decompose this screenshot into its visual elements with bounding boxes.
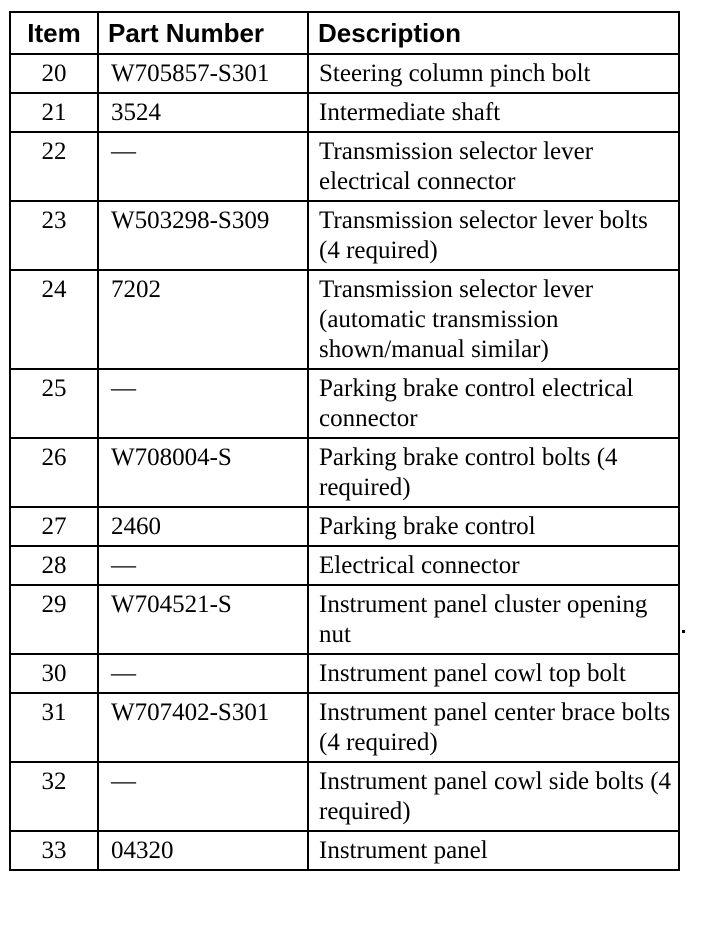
table-row xyxy=(10,438,679,507)
description-cell: Instrument panel cowl side bolts (4 required) xyxy=(308,762,679,831)
part-number-cell: 7202 xyxy=(98,270,308,369)
part-number-cell: W707402-S301 xyxy=(98,693,308,762)
item-cell: 27 xyxy=(10,507,98,546)
part-number-cell: W503298-S309 xyxy=(98,201,308,270)
description-cell: Instrument panel cluster opening nut xyxy=(308,585,679,654)
table-row xyxy=(10,201,679,270)
part-number-cell: — xyxy=(98,369,308,438)
description-cell: Parking brake control electrical connector xyxy=(308,369,679,438)
item-cell: 23 xyxy=(10,201,98,270)
description-cell: Transmission selector lever (automatic transmission shown/manual similar) xyxy=(308,270,679,369)
part-number-cell: W705857-S301 xyxy=(98,54,308,93)
description-cell: Transmission selector lever bolts (4 required) xyxy=(308,201,679,270)
description-cell: Parking brake control xyxy=(308,507,679,546)
description-cell: Intermediate shaft xyxy=(308,93,679,132)
description-cell: Electrical connector xyxy=(308,546,679,585)
item-cell: 30 xyxy=(10,654,98,693)
description-cell: Parking brake control bolts (4 required) xyxy=(308,438,679,507)
item-cell: 32 xyxy=(10,762,98,831)
table-row xyxy=(10,762,679,831)
header-part-number: Part Number xyxy=(98,12,308,54)
part-number-cell: — xyxy=(98,132,308,201)
item-cell: 24 xyxy=(10,270,98,369)
table-row xyxy=(10,270,679,369)
table-row xyxy=(10,507,679,546)
part-number-cell: — xyxy=(98,762,308,831)
table-row xyxy=(10,132,679,201)
part-number-cell: W708004-S xyxy=(98,438,308,507)
item-cell: 20 xyxy=(10,54,98,93)
table-row xyxy=(10,93,679,132)
part-number-cell: 2460 xyxy=(98,507,308,546)
item-cell: 33 xyxy=(10,831,98,870)
description-cell: Instrument panel cowl top bolt xyxy=(308,654,679,693)
description-cell: Transmission selector lever electrical connector xyxy=(308,132,679,201)
description-cell: Instrument panel xyxy=(308,831,679,870)
item-cell: 25 xyxy=(10,369,98,438)
item-cell: 22 xyxy=(10,132,98,201)
header-item: Item xyxy=(10,12,98,54)
table-row xyxy=(10,585,679,654)
item-cell: 29 xyxy=(10,585,98,654)
table-row xyxy=(10,654,679,693)
table-row xyxy=(10,831,679,870)
table-row xyxy=(10,54,679,93)
description-cell: Instrument panel center brace bolts (4 required) xyxy=(308,693,679,762)
header-description: Description xyxy=(308,12,679,54)
part-number-cell: — xyxy=(98,654,308,693)
item-cell: 21 xyxy=(10,93,98,132)
part-number-cell: W704521-S xyxy=(98,585,308,654)
table-row xyxy=(10,546,679,585)
table-header-row xyxy=(10,12,679,54)
item-cell: 28 xyxy=(10,546,98,585)
table-row xyxy=(10,369,679,438)
item-cell: 26 xyxy=(10,438,98,507)
description-cell: Steering column pinch bolt xyxy=(308,54,679,93)
part-number-cell: 04320 xyxy=(98,831,308,870)
part-number-cell: — xyxy=(98,546,308,585)
scan-speck-dot xyxy=(682,630,685,633)
item-cell: 31 xyxy=(10,693,98,762)
part-number-cell: 3524 xyxy=(98,93,308,132)
table-row xyxy=(10,693,679,762)
parts-table xyxy=(9,11,680,871)
